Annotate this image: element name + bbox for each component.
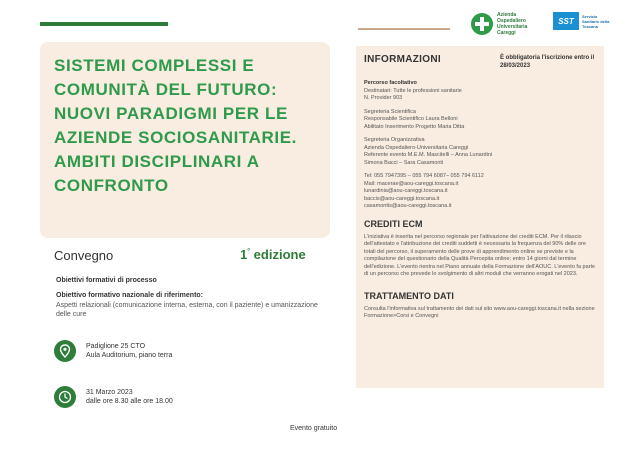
info-title: INFORMAZIONI bbox=[364, 54, 441, 65]
ecm-title: CREDITI ECM bbox=[364, 218, 423, 229]
email-4[interactable]: casamontis@aou-careggi.toscana.it bbox=[364, 203, 452, 209]
segr-org-title: Segreteria Organizzativa bbox=[364, 137, 425, 143]
datetime-text bbox=[86, 388, 173, 406]
location-pin-icon bbox=[54, 340, 76, 362]
national-objective-text: Aspetti relazionali (comunicazione interna, esterna, con il paziente) e umanizzazione delle cure bbox=[56, 302, 318, 318]
national-objective-title: Obiettivo formativo nazionale di riferimento: bbox=[56, 292, 204, 299]
percorso-block bbox=[364, 80, 596, 103]
sst-logo bbox=[553, 12, 610, 30]
info-panel bbox=[356, 46, 604, 388]
edition-number: 1 bbox=[240, 247, 248, 262]
header-logos bbox=[471, 12, 610, 36]
contacts-block bbox=[364, 173, 596, 211]
cross-logo-icon bbox=[471, 13, 493, 35]
free-event-note: Evento gratuito bbox=[290, 425, 338, 432]
time-line: dalle ore 8.30 alle ore 18.00 bbox=[86, 398, 173, 405]
event-type: Convegno bbox=[54, 248, 114, 263]
percorso-title: Percorso facoltativo bbox=[364, 80, 417, 86]
destinatari: Destinatari: Tutte le professioni sanitarie bbox=[364, 87, 462, 94]
email-1[interactable]: Mail: macerae@aou-careggi.toscana.it bbox=[364, 180, 459, 187]
segreteria-organizzativa-block bbox=[364, 137, 596, 167]
process-objectives-title: Obiettivi formativi di processo bbox=[56, 277, 157, 284]
location-text bbox=[86, 342, 172, 360]
ecm-text: L'iniziativa è inserita nel percorso regionale per l'attivazione dei crediti ECM. Per il rilascio dell'attestato e l'attribuzione dei crediti suddetti è necessaria la frequenza del 90% delle ore totali del percorso, il superamento delle prove di apprendimento online se previste e la compilazione del questionario della Qualità Percepita online; entro 14 giorni dal termine dell'edizione. L'evento rientra nel Piano annuale della Formazione dell'AOUC. L'evento fa parte di un percorso che prevede lo svolgimento di altri moduli che verranno erogati nel 2023. bbox=[364, 233, 596, 277]
datetime-row bbox=[54, 386, 173, 408]
sst-logo-icon: SST bbox=[553, 12, 579, 30]
provider: N. Provider 903 bbox=[364, 95, 403, 101]
persone: Simona Bacci – Sara Casamonti bbox=[364, 159, 444, 166]
right-accent-bar bbox=[358, 28, 450, 30]
info-header bbox=[364, 54, 596, 70]
top-accent-bar bbox=[40, 22, 168, 26]
location-row bbox=[54, 340, 172, 362]
sst-logo-text: Servizio Sanitario della Toscana bbox=[582, 13, 610, 29]
azienda: Azienda Ospedaliero-Universitaria Careggi bbox=[364, 144, 469, 151]
clock-icon bbox=[54, 386, 76, 408]
event-title: SISTEMI COMPLESSI E COMUNITÀ DEL FUTURO: NUOVI PARADIGMI PER LE AZIENDE SOCIOSANITARIE. AMBITI DISCIPLINARI A CONFRONTO bbox=[54, 56, 298, 195]
edition-ordinal: ° bbox=[247, 248, 251, 256]
segreteria-scientifica-block bbox=[364, 109, 596, 132]
phone: Tel: 055 7947395 – 055 794 6087– 055 794 6112 bbox=[364, 173, 484, 179]
date-line: 31 Marzo 2023 bbox=[86, 389, 133, 396]
location-line2: Aula Auditorium, piano terra bbox=[86, 352, 173, 359]
referente: Referente evento M.E.M. Mascitelli – Anna Lunardini bbox=[364, 152, 493, 158]
aou-careggi-logo bbox=[471, 12, 543, 36]
edition-word: edizione bbox=[253, 247, 306, 262]
privacy-text: Consulta l'informativa sul trattamento dei dati sul sito www.aou-careggi.toscana.it nella sezione Formazione>Corsi e Convegni bbox=[364, 305, 595, 319]
edition-label bbox=[240, 247, 306, 262]
email-2[interactable]: lunardinia@aou-careggi.toscana.it bbox=[364, 188, 448, 194]
location-line1: Padiglione 25 CTO bbox=[86, 343, 146, 350]
registration-deadline: È obbligatoria l'iscrizione entro il 28/03/2023 bbox=[500, 55, 595, 69]
aou-logo-text: Azienda Ospedaliero Universitaria Careggi bbox=[497, 12, 528, 36]
segr-sci-title: Segreteria Scientifica bbox=[364, 108, 416, 115]
privacy-title: TRATTAMENTO DATI bbox=[364, 290, 454, 301]
abilitato: Abilitato Inserimento Progetto Maria Ditta bbox=[364, 123, 465, 130]
email-3[interactable]: baccis@aou-careggi.toscana.it bbox=[364, 195, 440, 202]
title-box bbox=[40, 42, 330, 238]
objectives-section bbox=[56, 276, 326, 319]
resp-sci: Responsabile Scientifico Laura Belloni bbox=[364, 116, 458, 122]
